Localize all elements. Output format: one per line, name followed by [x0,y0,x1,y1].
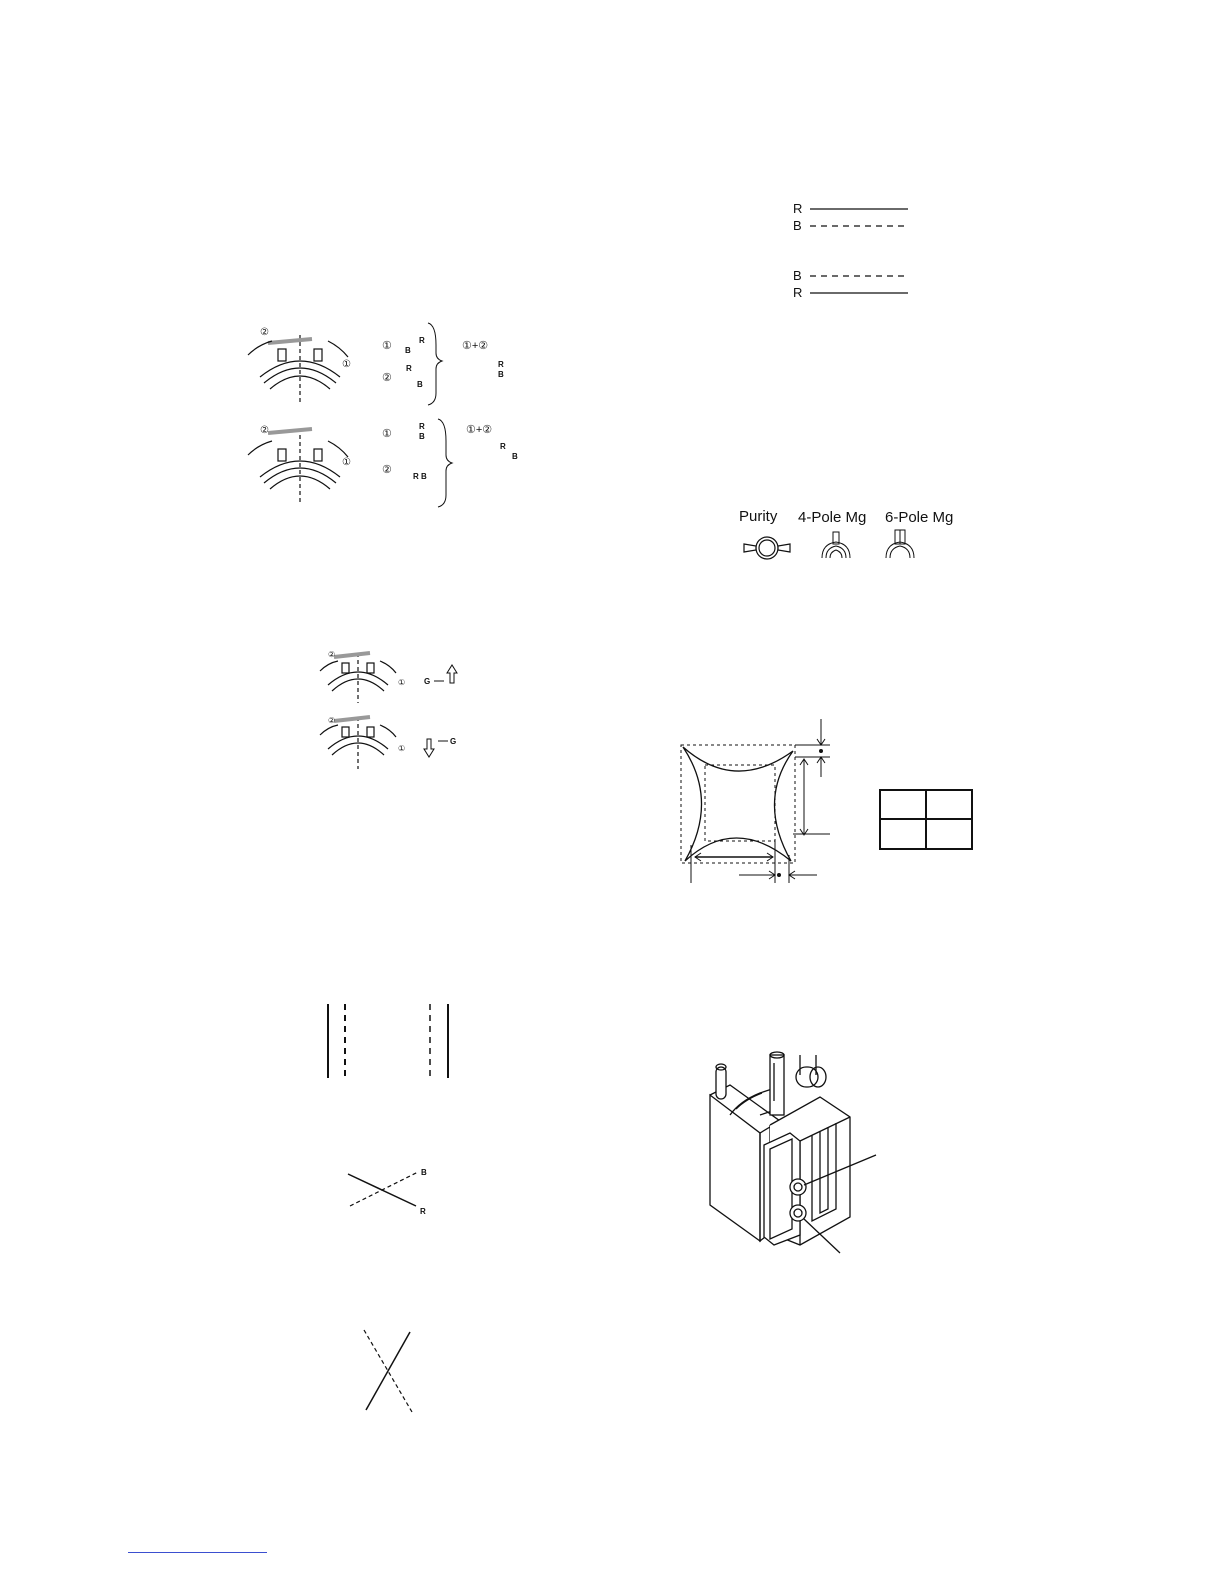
bottom-brace [438,419,452,507]
yoke-dial-g-top [320,653,396,703]
purity-magnet-icon [744,537,790,559]
magnet-legend [730,500,970,570]
bottom-sum-r: R [500,442,506,451]
g-dial-bottom-one: ① [398,744,406,753]
top-step1-marker: ① [382,340,392,352]
top-step2-r: R [406,364,412,373]
steep-crossing-figure [358,1326,418,1418]
dim-dot-bottom [777,873,781,877]
g-first-label: G [424,677,431,686]
crosshatch-pattern [878,788,976,852]
purity-label: Purity [739,508,778,525]
top-sum-r: R [498,360,504,369]
legend-row1-label: R [793,201,803,216]
pincushion-outline [683,747,793,861]
dial-top-label-two: ② [260,327,269,338]
static-convergence-rb-figure [230,315,550,515]
legend-row4-label: R [793,285,803,300]
g-dial-top-one: ① [398,678,406,687]
legend-row2-label: B [793,218,802,233]
yoke-dial-bottom [248,429,348,505]
crossing-rb-figure [340,1160,440,1220]
pole6-label: 6-Pole Mg [885,509,954,526]
distortion-diagram [675,715,835,890]
pole4-label: 4-Pole Mg [798,509,867,526]
convergence-assembly-illustration [700,1045,885,1260]
vertical-line-pattern [320,1000,460,1082]
dial-bottom-label-two: ② [260,425,269,436]
cross-r-label: R [420,1207,426,1216]
g-dial-bottom-two: ② [328,716,336,725]
legend-row3-label: B [793,268,802,283]
footer-link-underline[interactable] [128,1552,267,1553]
g-second-label: G [450,737,457,746]
bottom-sum-marker: ①+② [466,424,493,436]
g-down-arrow-icon [424,739,434,757]
bottom-step1-b: B [419,432,425,441]
cross-b-label: B [421,1168,427,1177]
yoke-dial-top [248,335,348,405]
top-step2-b: B [417,380,423,389]
top-sum-b: B [498,370,504,379]
dial-bottom-label-one: ① [342,457,351,468]
bottom-sum-b: B [512,452,518,461]
static-convergence-g-figure [310,645,480,775]
dial-top-label-one: ① [342,359,351,370]
top-step1-r: R [419,336,425,345]
pole6-magnet-icon [886,530,914,558]
dim-dot-top [819,749,823,753]
bottom-step2-rb: R B [413,472,427,481]
rb-line-legend [790,200,920,304]
g-up-arrow-icon [447,665,457,683]
bottom-step2-marker: ② [382,464,392,476]
top-brace [428,323,442,405]
outer-dotted-frame [681,745,795,863]
pole4-magnet-icon [822,532,850,558]
inner-dotted-frame [705,765,775,841]
bottom-step1-marker: ① [382,428,392,440]
g-dial-top-two: ② [328,650,336,659]
top-step1-b: B [405,346,411,355]
b-dashed-line [350,1172,418,1206]
top-step2-marker: ② [382,372,392,384]
bottom-step1-r: R [419,422,425,431]
top-sum-marker: ①+② [462,340,489,352]
